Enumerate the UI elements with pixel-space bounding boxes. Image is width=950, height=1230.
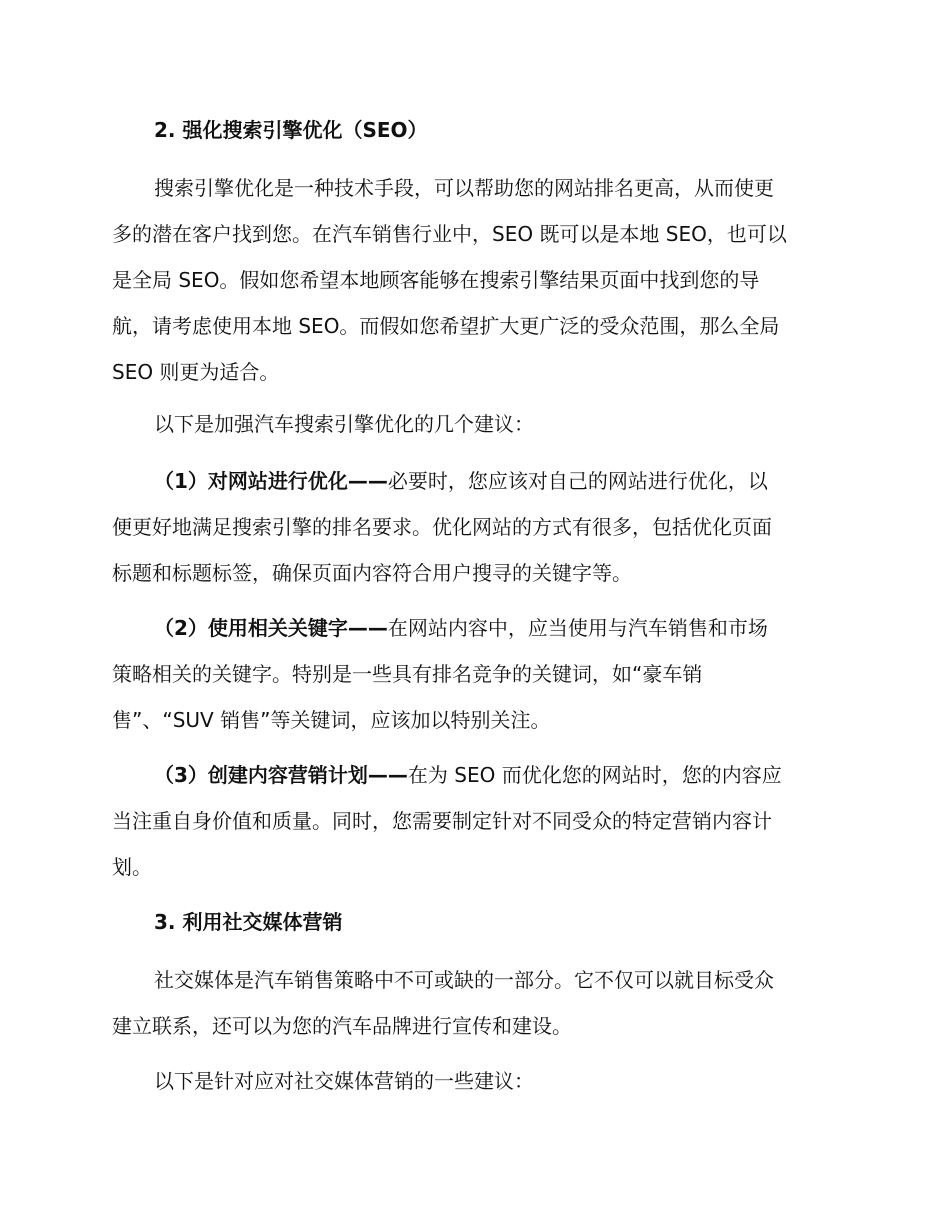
tip-text: 在为 SEO 而优化您的网站时，您的内容应: [407, 763, 782, 787]
tip-first-line: [112, 458, 836, 504]
tip-first-line: [112, 752, 836, 798]
section-heading-seo: [112, 107, 836, 153]
paragraph-line: 搜索引擎优化是一种技术手段，可以帮助您的网站排名更高，从而使更: [154, 176, 774, 200]
paragraph-line: 建立联系，还可以为您的汽车品牌进行宣传和建设。: [112, 1014, 572, 1038]
paragraph-line: 社交媒体是汽车销售策略中不可或缺的一部分。它不仅可以就目标受众: [154, 968, 774, 992]
heading-text: 2. 强化搜索引擎优化（SEO）: [154, 118, 428, 142]
tip-text: 在网站内容中，应当使用与汽车销售和市场: [387, 616, 768, 640]
section-heading-social-media: [112, 899, 836, 945]
tip-related-keywords: [112, 605, 836, 743]
paragraph-line: 航，请考虑使用本地 SEO。而假如您希望扩大更广泛的受众范围，那么全局: [112, 314, 780, 338]
paragraph-line: 划。: [112, 855, 152, 879]
tip-title: （2）使用相关关键字——: [154, 616, 388, 640]
paragraph-line: 是全局 SEO。假如您希望本地顾客能够在搜索引擎结果页面中找到您的导: [112, 268, 760, 292]
tip-first-line: [112, 605, 836, 651]
paragraph-line: 标题和标题标签，确保页面内容符合用户搜寻的关键字等。: [112, 561, 632, 585]
paragraph-seo-lead-in: [112, 401, 836, 447]
paragraph-social-media-lead-in: [112, 1058, 836, 1104]
paragraph-line: 售”、“SUV 销售”等关键词，应该加以特别关注。: [112, 708, 551, 732]
paragraph-seo-intro: [112, 165, 836, 395]
paragraph-line: 多的潜在客户找到您。在汽车销售行业中，SEO 既可以是本地 SEO，也可以: [112, 222, 787, 246]
paragraph-line: 当注重自身价值和质量。同时，您需要制定针对不同受众的特定营销内容计: [112, 809, 772, 833]
tip-optimize-website: [112, 458, 836, 596]
paragraph-line: 策略相关的关键字。特别是一些具有排名竞争的关键词，如“豪车销: [112, 662, 703, 686]
tip-title: （3）创建内容营销计划——: [154, 763, 408, 787]
heading-text: 3. 利用社交媒体营销: [154, 910, 343, 934]
paragraph-line: SEO 则更为适合。: [112, 360, 280, 384]
paragraph-line: 以下是针对应对社交媒体营销的一些建议：: [154, 1069, 534, 1093]
paragraph-social-media-intro: [112, 957, 836, 1049]
paragraph-line: 以下是加强汽车搜索引擎优化的几个建议：: [154, 412, 534, 436]
paragraph-line: 便更好地满足搜索引擎的排名要求。优化网站的方式有很多，包括优化页面: [112, 515, 772, 539]
tip-title: （1）对网站进行优化——: [154, 469, 388, 493]
tip-content-marketing-plan: [112, 752, 836, 890]
tip-text: 必要时，您应该对自己的网站进行优化，以: [387, 469, 768, 493]
